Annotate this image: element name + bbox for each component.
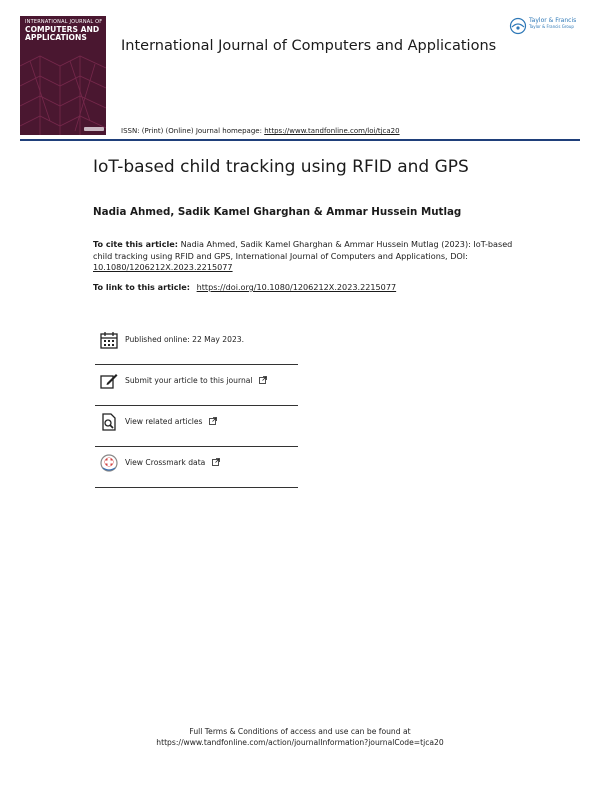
crossmark-row[interactable] (95, 447, 298, 488)
journal-cover (20, 16, 106, 135)
publisher-logo[interactable] (509, 16, 587, 36)
article-link-label: To link to this article: (93, 282, 191, 292)
related-articles-label: View related articles (125, 417, 203, 426)
published-date: Published online: 22 May 2023. (125, 335, 245, 344)
issn-line (121, 127, 400, 135)
publisher-logo-icon (509, 17, 527, 35)
journal-homepage-link[interactable]: https://www.tandfonline.com/loi/tjca20 (264, 127, 400, 135)
header-rule (20, 139, 580, 141)
related-articles-row[interactable] (95, 406, 298, 447)
edit-icon (99, 371, 119, 391)
publisher-logo-text (529, 18, 576, 29)
article-title: IoT-based child tracking using RFID and GPS (93, 157, 469, 177)
journal-title: International Journal of Computers and Applications (121, 38, 497, 54)
article-doi-url[interactable]: https://doi.org/10.1080/1206212X.2023.2215077 (196, 282, 397, 292)
published-date-row (95, 324, 298, 365)
related-articles-icon (99, 412, 119, 432)
cover-title-line1: INTERNATIONAL JOURNAL OF (25, 19, 103, 25)
cover-title-line2: COMPUTERS AND (25, 25, 100, 35)
terms-footer (0, 726, 600, 748)
crossmark-label: View Crossmark data (125, 458, 206, 467)
doi-link[interactable]: 10.1080/1206212X.2023.2215077 (93, 262, 233, 272)
related-articles-link[interactable] (125, 417, 217, 426)
citation-label: To cite this article: (93, 239, 179, 249)
citation-text: Nadia Ahmed, Sadik Kamel Gharghan & Ammar Hussein Mutlag (2023): IoT-based child tracking using RFID and GPS, International Journal of Computers and Applications, DOI: (93, 239, 513, 261)
external-link-icon (209, 417, 217, 425)
calendar-icon (99, 330, 119, 350)
cover-title (25, 20, 105, 42)
cover-publisher-mark (84, 127, 104, 131)
submit-article-link[interactable] (125, 376, 267, 385)
external-link-icon (259, 376, 267, 384)
publisher-name: Taylor & Francis (529, 17, 577, 24)
cover-title-line3: APPLICATIONS (25, 33, 87, 43)
external-link-icon (212, 458, 220, 466)
crossmark-link[interactable] (125, 458, 220, 467)
article-link-line (93, 282, 396, 292)
submit-article-label: Submit your article to this journal (125, 376, 253, 385)
submit-article-row[interactable] (95, 365, 298, 406)
article-authors: Nadia Ahmed, Sadik Kamel Gharghan & Ammar Hussein Mutlag (93, 206, 462, 218)
citation-block (93, 239, 513, 274)
article-actions (95, 324, 298, 488)
publisher-group: Taylor & Francis Group (529, 23, 574, 29)
terms-text: Full Terms & Conditions of access and use can be found at (189, 727, 411, 736)
issn-text: ISSN: (Print) (Online) Journal homepage: (121, 127, 262, 135)
terms-link[interactable]: https://www.tandfonline.com/action/journalInformation?journalCode=tjca20 (156, 738, 444, 747)
crossmark-icon (99, 453, 119, 473)
